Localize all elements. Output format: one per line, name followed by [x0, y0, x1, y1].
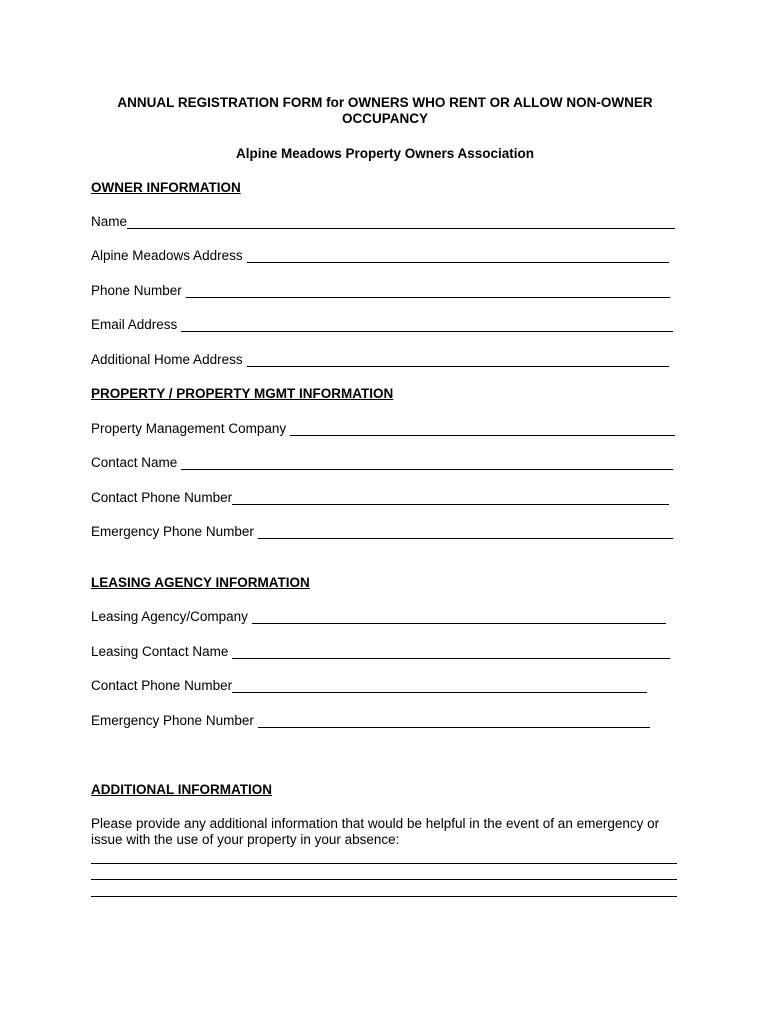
property-contact-name-input-line[interactable] — [181, 455, 673, 470]
owner-email-field — [91, 315, 673, 333]
owner-email-label: Email Address — [91, 317, 178, 332]
owner-name-field — [91, 212, 675, 230]
form-title-line-2: OCCUPANCY — [341, 111, 428, 126]
property-management-company-input-line[interactable] — [290, 421, 675, 436]
additional-info-answer-line[interactable] — [91, 879, 677, 880]
property-contact-phone-input-line[interactable] — [232, 490, 669, 505]
property-contact-phone-label: Contact Phone Number — [91, 490, 233, 505]
owner-phone-field — [91, 281, 670, 299]
property-contact-name-field — [91, 453, 673, 471]
leasing-emergency-phone-input-line[interactable] — [258, 713, 650, 728]
owner-name-label: Name — [91, 214, 128, 229]
leasing-agency-heading: LEASING AGENCY INFORMATION — [91, 575, 310, 590]
additional-info-prompt-line-1: Please provide any additional information that would be helpful in the event of an emergency or — [91, 816, 660, 831]
leasing-emergency-phone-field — [91, 711, 650, 729]
property-emergency-phone-label: Emergency Phone Number — [91, 524, 254, 539]
property-emergency-phone-input-line[interactable] — [258, 524, 673, 539]
property-contact-phone-field — [91, 488, 669, 506]
property-management-company-label: Property Management Company — [91, 421, 287, 436]
leasing-contact-phone-input-line[interactable] — [232, 678, 647, 693]
leasing-agency-company-label: Leasing Agency/Company — [91, 609, 248, 624]
owner-email-input-line[interactable] — [181, 317, 673, 332]
additional-home-address-label: Additional Home Address — [91, 352, 243, 367]
leasing-contact-name-label: Leasing Contact Name — [91, 644, 229, 659]
leasing-contact-phone-label: Contact Phone Number — [91, 678, 233, 693]
leasing-emergency-phone-label: Emergency Phone Number — [91, 713, 254, 728]
leasing-contact-phone-field — [91, 676, 647, 694]
property-emergency-phone-field — [91, 522, 673, 540]
additional-information-heading: ADDITIONAL INFORMATION — [91, 782, 272, 797]
additional-info-answer-line[interactable] — [91, 896, 677, 897]
property-management-company-field — [91, 419, 675, 437]
property-mgmt-heading: PROPERTY / PROPERTY MGMT INFORMATION — [91, 386, 394, 401]
alpine-meadows-address-input-line[interactable] — [247, 248, 669, 263]
leasing-agency-company-field — [91, 607, 666, 625]
additional-home-address-field — [91, 350, 669, 368]
alpine-meadows-address-label: Alpine Meadows Address — [91, 248, 243, 263]
owner-phone-input-line[interactable] — [186, 283, 670, 298]
owner-phone-label: Phone Number — [91, 283, 182, 298]
additional-home-address-input-line[interactable] — [247, 352, 669, 367]
owner-name-input-line[interactable] — [127, 214, 675, 229]
additional-info-answer-line[interactable] — [91, 863, 677, 864]
additional-info-prompt-line-2: issue with the use of your property in your absence: — [91, 832, 400, 847]
leasing-agency-company-input-line[interactable] — [252, 609, 666, 624]
owner-information-heading: OWNER INFORMATION — [91, 180, 241, 195]
form-title-line-1: ANNUAL REGISTRATION FORM for OWNERS WHO RENT OR ALLOW NON-OWNER — [117, 95, 653, 110]
leasing-contact-name-input-line[interactable] — [232, 644, 670, 659]
property-contact-name-label: Contact Name — [91, 455, 178, 470]
alpine-meadows-address-field — [91, 246, 669, 264]
association-name: Alpine Meadows Property Owners Association — [235, 146, 535, 161]
leasing-contact-name-field — [91, 642, 670, 660]
